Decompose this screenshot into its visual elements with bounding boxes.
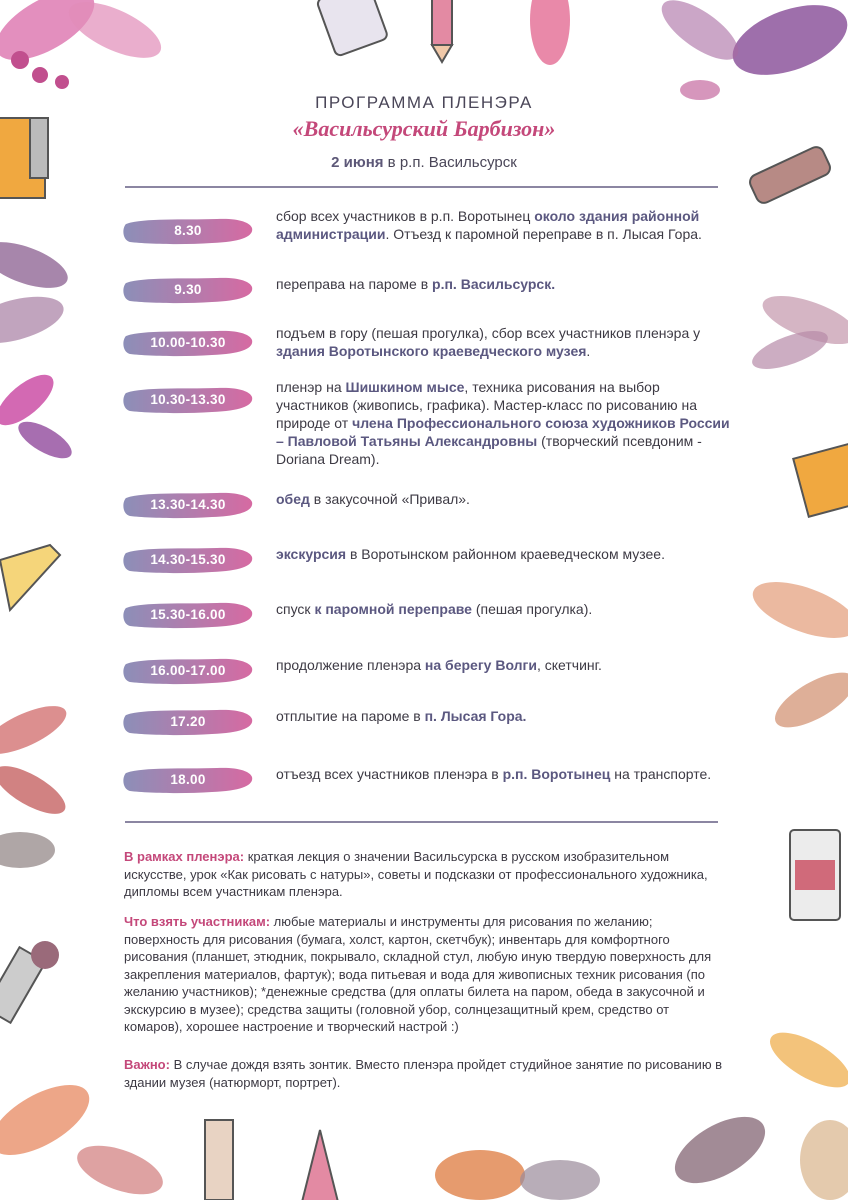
description-text: спуск <box>276 601 315 617</box>
description-text: , скетчинг. <box>536 657 602 673</box>
event-date <box>0 154 848 171</box>
description-text: в закусочной «Привал». <box>309 491 470 507</box>
time-badge <box>122 656 254 686</box>
time-badge <box>122 490 254 520</box>
description-text: (творческий псевдоним - Doriana Dream). <box>276 433 702 467</box>
highlight-text: около здания районной администрации <box>276 208 700 242</box>
activity-description <box>276 490 736 508</box>
page-title: ПРОГРАММА ПЛЕНЭРА <box>315 93 533 112</box>
activity-description <box>276 275 736 293</box>
time-label: 13.30-14.30 <box>150 497 226 512</box>
activity-description <box>276 207 736 243</box>
note-text: любые материалы и инструменты для рисования по желанию; поверхность для рисования (бумага, холст, картон, скетчбук); инвентарь для комфортного рисования (планшет, этюдник, покрывало, складной стул, любую иную твердую поверхность для закрепления материалов, фартук); вода питьевая и вода для живописных техник рисования (по желанию участников); *денежные средства (для оплаты билета на паром, обеда в закусочной и экскурсию в музее); средства защиты (головной убор, солнцезащитный крем, средство от комаров), хорошее настроение и творческий настрой :) <box>124 914 712 1034</box>
time-badge <box>122 707 254 737</box>
time-label: 10.00-10.30 <box>150 335 226 350</box>
highlight-text: п. Лысая Гора. <box>424 708 527 724</box>
activity-description <box>276 600 736 618</box>
description-text: на транспорте. <box>610 766 712 782</box>
activity-description <box>276 707 736 725</box>
highlight-text: Шишкином мысе <box>345 379 465 395</box>
highlight-text: р.п. Воротынец <box>502 766 611 782</box>
time-badge <box>122 545 254 575</box>
highlight-text: обед <box>276 491 310 507</box>
time-label: 16.00-17.00 <box>150 663 226 678</box>
page-subtitle: «Васильсурский Барбизон» <box>292 116 556 141</box>
activity-description <box>276 378 736 468</box>
time-label: 14.30-15.30 <box>150 552 226 567</box>
time-badge <box>122 765 254 795</box>
description-text: переправа на пароме в <box>276 276 433 292</box>
description-text: . <box>586 343 591 359</box>
event-date-place: в р.п. Васильсурск <box>383 154 517 171</box>
description-text: (пешая прогулка). <box>471 601 593 617</box>
time-badge <box>122 328 254 358</box>
note-label: В рамках пленэра: <box>124 849 245 864</box>
description-text: отплытие на пароме в <box>276 708 425 724</box>
time-badge <box>122 600 254 630</box>
highlight-text: р.п. Васильсурск. <box>432 276 556 292</box>
note-label: Что взять участникам: <box>124 914 271 929</box>
highlight-text: на берегу Волги <box>424 657 537 673</box>
description-text: . Отъезд к паромной переправе в п. Лысая Гора. <box>385 226 702 242</box>
time-label: 9.30 <box>174 282 202 297</box>
highlight-text: здания Воротынского краеведческого музея <box>276 343 587 359</box>
note-text: В случае дождя взять зонтик. Вместо пленэра пройдет студийное занятие по рисованию в здании музея (натюрморт, портрет). <box>124 1057 723 1090</box>
time-badge <box>122 275 254 305</box>
top-divider <box>125 186 718 188</box>
activity-description <box>276 545 736 563</box>
time-label: 8.30 <box>174 223 202 238</box>
note-paragraph <box>124 913 724 1036</box>
time-label: 18.00 <box>170 772 206 787</box>
note-text: краткая лекция о значении Васильсурска в русском изобразительном искусстве, урок «Как рисовать с натуры», советы и подсказки от профессионального художника, дипломы всем участникам пленэра. <box>124 849 708 899</box>
highlight-text: к паромной переправе <box>314 601 472 617</box>
description-text: сбор всех участников в р.п. Воротынец <box>276 208 535 224</box>
time-label: 17.20 <box>170 714 206 729</box>
description-text: в Воротынском районном краеведческом музее. <box>346 546 665 562</box>
note-label: Важно: <box>124 1057 170 1072</box>
time-badge <box>122 216 254 246</box>
note-paragraph <box>124 1056 724 1091</box>
description-text: , техника рисования на выбор участников (живопись, графика). Мастер-класс по рисованию на природе от <box>276 379 698 431</box>
highlight-text: экскурсия <box>276 546 347 562</box>
bottom-divider <box>125 821 718 823</box>
description-text: пленэр на <box>276 379 346 395</box>
description-text: отъезд всех участников пленэра в <box>276 766 503 782</box>
highlight-text: члена Профессионального союза художников России – Павловой Татьяны Александровны <box>276 415 730 449</box>
description-text: продолжение пленэра <box>276 657 425 673</box>
activity-description <box>276 656 736 674</box>
description-text: подъем в гору (пешая прогулка), сбор всех участников пленэра у <box>276 325 701 341</box>
activity-description <box>276 324 736 360</box>
event-date-day: 2 июня <box>331 154 384 171</box>
note-paragraph <box>124 848 724 901</box>
activity-description <box>276 765 736 783</box>
time-label: 15.30-16.00 <box>150 607 226 622</box>
time-badge <box>122 385 254 415</box>
time-label: 10.30-13.30 <box>150 392 226 407</box>
